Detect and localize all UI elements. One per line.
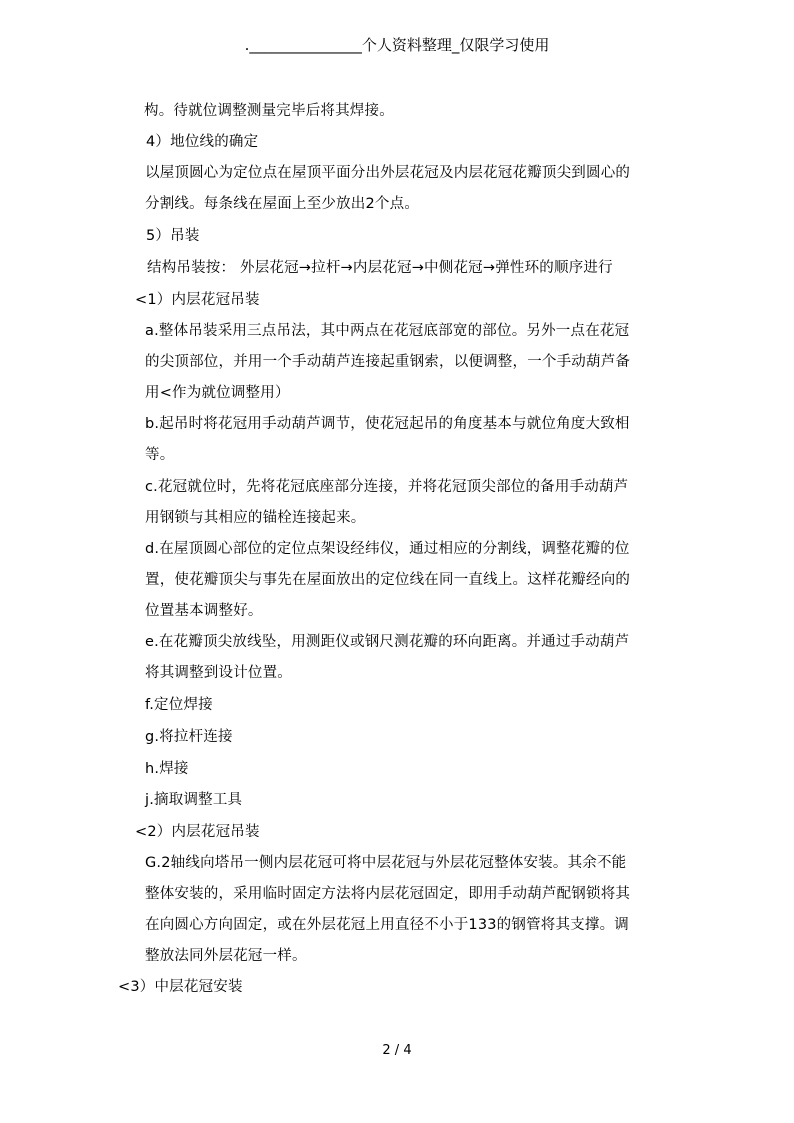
- body-line: 构。待就位调整测量完毕后将其焊接。: [144, 103, 394, 119]
- list-item: g.将拉杆连接: [145, 729, 233, 745]
- body-line: 用<作为就位调整用）: [145, 385, 290, 401]
- body-line: 整体安装的，采用临时固定方法将内层花冠固定，即用手动葫芦配钢锁将其: [145, 886, 631, 902]
- body-line: 的尖顶部位，并用一个手动葫芦连接起重钢索，以便调整，一个手动葫芦备: [145, 354, 631, 370]
- body-line: 结构吊装按： 外层花冠→拉杆→内层花冠→中侧花冠→弹性环的顺序进行: [147, 260, 613, 276]
- subsection-heading: <1）内层花冠吊装: [135, 292, 260, 308]
- body-line: c.花冠就位时，先将花冠底座部分连接，并将花冠顶尖部位的备用手动葫芦: [145, 479, 629, 495]
- list-item: j.摘取调整工具: [145, 792, 243, 808]
- body-line: 置，使花瓣顶尖与事先在屋面放出的定位线在同一直线上。这样花瓣经向的: [145, 572, 631, 588]
- page-header: ._______________个人资料整理_仅限学习使用: [244, 36, 550, 54]
- subsection-heading: <2）内层花冠吊装: [135, 824, 260, 840]
- body-line: 位置基本调整好。: [145, 603, 263, 619]
- body-line: e.在花瓣顶尖放线坠，用测距仪或钢尺测花瓣的环向距离。并通过手动葫芦: [145, 634, 630, 650]
- body-line: 分割线。每条线在屋面上至少放出2个点。: [145, 196, 420, 212]
- section-heading: 5）吊装: [146, 228, 200, 244]
- body-line: d.在屋顶圆心部位的定位点架设经纬仪，通过相应的分割线，调整花瓣的位: [145, 541, 630, 557]
- body-line: 以屋顶圆心为定位点在屋顶平面分出外层花冠及内层花冠花瓣顶尖到圆心的: [145, 165, 631, 181]
- body-line: G.2轴线向塔吊一侧内层花冠可将中层花冠与外层花冠整体安装。其余不能: [145, 855, 627, 871]
- body-line: 在向圆心方向固定，或在外层花冠上用直径不小于133的钢管将其支撑。调: [145, 917, 629, 933]
- body-line: a.整体吊装采用三点吊法，其中两点在花冠底部宽的部位。另外一点在花冠: [145, 323, 630, 339]
- body-line: 将其调整到设计位置。: [145, 665, 292, 681]
- list-item: h.焊接: [145, 761, 189, 777]
- body-line: 等。: [145, 447, 175, 463]
- list-item: f.定位焊接: [145, 697, 213, 713]
- body-line: 整放法同外层花冠一样。: [145, 948, 307, 964]
- body-line: b.起吊时将花冠用手动葫芦调节，使花冠起吊的角度基本与就位角度大致相: [145, 416, 630, 432]
- page-number: 2 / 4: [382, 1043, 412, 1058]
- subsection-heading: <3）中层花冠安装: [118, 979, 243, 995]
- body-line: 用钢锁与其相应的锚栓连接起来。: [145, 510, 366, 526]
- section-heading: 4）地位线的确定: [146, 134, 259, 150]
